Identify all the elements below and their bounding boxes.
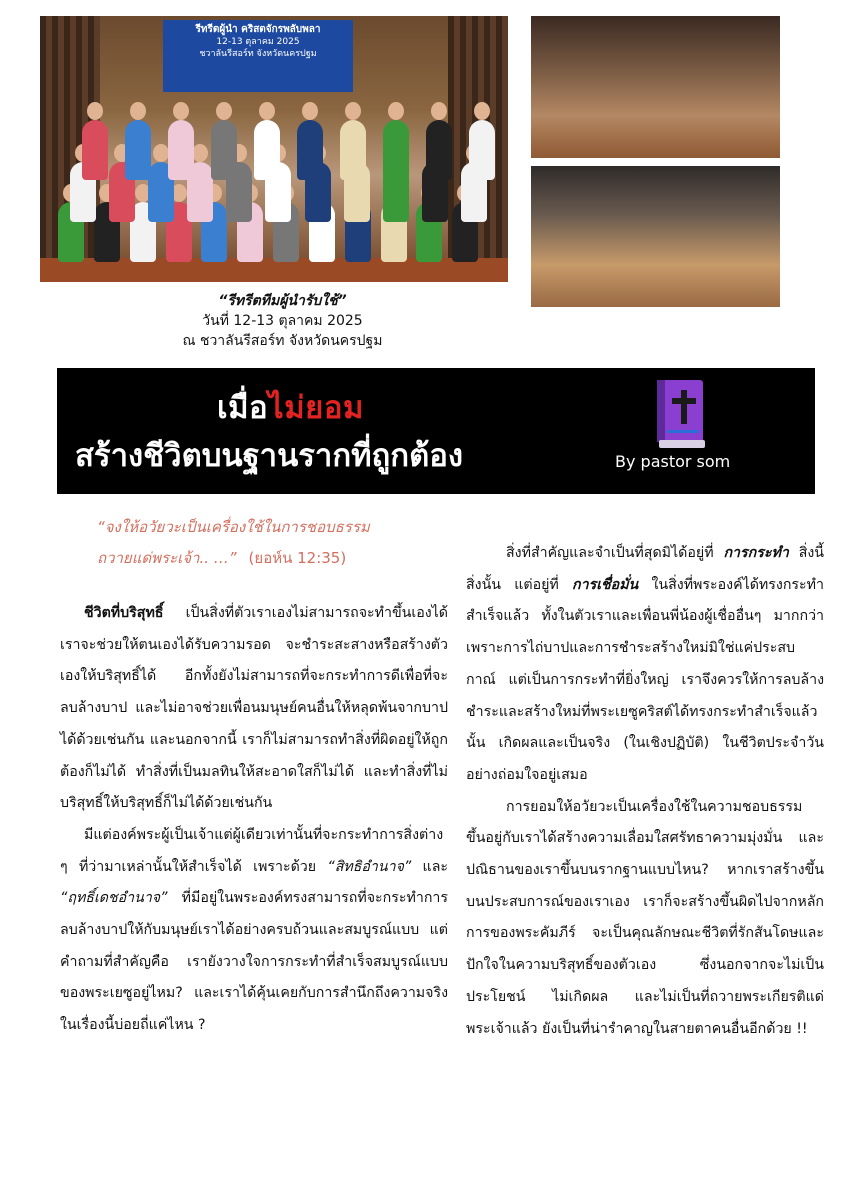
activity-photo-bottom (531, 166, 780, 307)
person-figure (297, 120, 323, 180)
person-head (302, 102, 318, 120)
left-paragraph-2 (60, 820, 448, 1042)
person-figure (426, 120, 452, 180)
group-photo (40, 16, 508, 282)
right-p1-text-b: สิ่งนี้สิ่งนั้น แต่อยู่ที่ (466, 545, 824, 593)
quote-line1: “จงให้อวัยวะเป็นเครื่องใช้ในการชอบธรรม (97, 518, 370, 536)
person-figure (82, 120, 108, 180)
byline: By pastor som (615, 452, 731, 471)
term-action: การกระทำ (723, 545, 789, 561)
person-head (259, 102, 275, 120)
person-head (87, 102, 103, 120)
term-faith: การเชื่อมั่น (572, 576, 639, 593)
photo-caption (150, 291, 415, 351)
banner-title: รีทรีตผู้นำ คริสตจักรพลับพลา (195, 24, 321, 35)
right-p1-text-a: สิ่งที่สำคัญและจำเป็นที่สุดมิได้อยู่ที่ (506, 545, 724, 561)
person-figure (469, 120, 495, 180)
headline-white: เมื่อ (217, 390, 269, 426)
right-column (466, 538, 824, 1045)
left-paragraph-1 (60, 598, 448, 820)
left-p2-text-a: มีแต่องค์พระผู้เป็นเจ้าแต่ผู้เดียวเท่านั้นที่จะกระทำการสิ่งต่าง ๆ ที่ว่ามาเหล่านั้นให้สำเร็จได้ เพราะด้วย (60, 826, 444, 875)
term-power: “ฤทธิ์เดชอำนาจ” (60, 890, 168, 907)
person-head (216, 102, 232, 120)
person-head (474, 102, 490, 120)
person-head (173, 102, 189, 120)
quote-reference: (ยอห์น 12:35) (248, 549, 347, 567)
left-p1-text: เป็นสิ่งที่ตัวเราเองไม่สามารถจะทำขึ้นเองได้ เราจะช่วยให้ตนเองได้รับความรอด จะชำระสะสางหรือสร้างตัวเองให้บริสุทธิ์ได้ อีกทั้งยังไม่สามารถที่จะกระทำการดีเพื่อที่จะลบล้างบาป และไม่อาจช่วยเพื่อนมนุษย์คนอื่นให้หลุดพ้นจากบาปได้ด้วยเช่นกัน และนอกจากนี้ เราก็ไม่สามารถทำสิ่งที่ผิดอยู่ให้ถูกต้องก็ไม่ได้ ทำสิ่งที่เป็นมลทินให้สะอาดใสก็ไม่ได้ และทำสิ่งที่ไม่บริสุทธิ์ให้บริสุทธิ์ก็ไม่ได้ด้วยเช่นกัน (60, 605, 448, 812)
activity-photo-top (531, 16, 780, 158)
person-figure (254, 120, 280, 180)
caption-place: ณ ชวาลันรีสอร์ท จังหวัดนครปฐม (182, 333, 383, 349)
left-p2-text-c: ที่มีอยู่ในพระองค์ทรงสามารถที่จะกระทำการลบล้างบาปให้กับมนุษย์เราได้อย่างครบถ้วนและสมบูรณ์แบบ แต่คำถามที่สำคัญคือ เรายังวางใจการกระทำที่สำเร็จสมบูรณ์แบบของพระเยซูอยู่ไหม? และเราได้คุ้นเคยกับการสำนึกถึงความจริงในเรื่องนี้บ่อยถี่แค่ไหน ? (60, 890, 448, 1034)
quote-line2: ถวายแด่พระเจ้า.. …” (97, 549, 237, 567)
banner-place: ชวาลันรีสอร์ท จังหวัดนครปฐม (199, 49, 317, 59)
caption-date: วันที่ 12-13 ตุลาคม 2025 (202, 313, 363, 329)
person-head (431, 102, 447, 120)
caption-title: “รีทรีตทีมผู้นำรับใช้” (218, 293, 347, 309)
person-figure (125, 120, 151, 180)
event-banner (163, 20, 353, 92)
person-head (192, 144, 208, 162)
scripture-quote (97, 512, 427, 574)
term-authority: “สิทธิอำนาจ” (327, 858, 412, 875)
person-head (153, 144, 169, 162)
person-head (388, 102, 404, 120)
person-head (345, 102, 361, 120)
article-header (57, 368, 815, 494)
person-figure (211, 120, 237, 180)
right-p1-text-c: ในสิ่งที่พระองค์ได้ทรงกระทำสำเร็จแล้ว ทั้งในตัวเราและเพื่อนพี่น้องผู้เชื่ออื่นๆ มากกว่า เพราะการไถ่บาปและการชำระสร้างใหม่มิใช่แค่ประสบกาณ์ แต่เป็นการกระทำที่ยิ่งใหญ่ เราจึงควรให้การลบล้างชำระและสร้างใหม่ที่พระเยซูคริสต์ได้ทรงกระทำสำเร็จแล้วนั้น เกิดผลและเป็นจริง (ในเชิงปฏิบัติ) ในชีวิตประจำวันอย่างถ่อมใจอยู่เสมอ (466, 576, 824, 783)
right-paragraph-2: การยอมให้อวัยวะเป็นเครื่องใช้ในความชอบธรรม ขึ้นอยู่กับเราได้สร้างความเลื่อมใสศรัทธาความมุ่งมั่น และปณิธานของเราขึ้นบนรากฐานแบบไหน? หากเราสร้างขึ้นบนประสบการณ์ของเราเอง เราก็จะสร้างขึ้นผิดไปจากหลักการของพระคัมภีร์ จะเป็นคุณลักษณะชีวิตที่รักสันโดษและปักใจในความบริสุทธิ์ของตัวเอง ซึ่งนอกจากจะไม่เป็นประโยชน์ ไม่เกิดผล และไม่เป็นที่ถวายพระเกียรติแด่พระเจ้าแล้ว ยังเป็นที่น่ารำคาญในสายตาคนอื่นอีกด้วย !! (466, 798, 824, 1037)
term-pure-life: ชีวิตที่บริสุทธิ์ (84, 605, 164, 621)
person-figure (340, 120, 366, 180)
left-p2-text-b: และ (411, 858, 449, 875)
person-figure (383, 120, 409, 180)
person-figure (168, 120, 194, 180)
headline-red: ไม่ยอม (268, 390, 364, 426)
right-paragraph-1 (466, 538, 824, 792)
banner-date: 12-13 ตุลาคม 2025 (216, 37, 300, 47)
left-column (60, 598, 448, 1042)
crowd (50, 94, 498, 264)
headline-line2: สร้างชีวิตบนฐานรากที่ถูกต้อง (75, 438, 463, 474)
headline-line1 (217, 382, 364, 432)
person-head (130, 102, 146, 120)
bible-icon (653, 378, 709, 452)
